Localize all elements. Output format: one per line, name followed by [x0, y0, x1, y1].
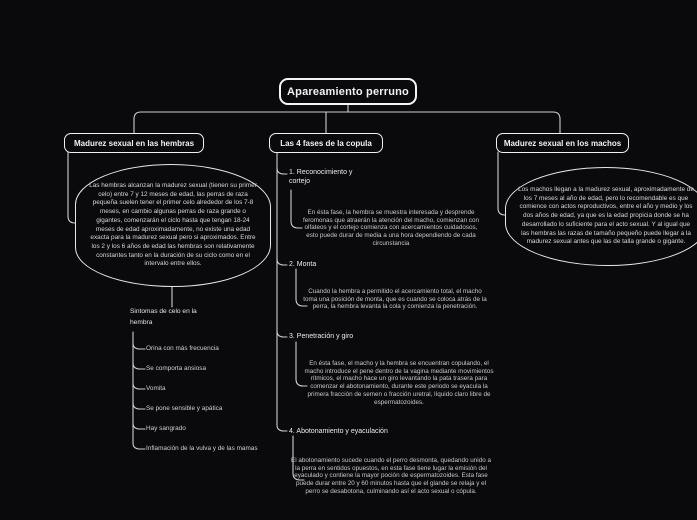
phase-1-description[interactable]	[299, 209, 483, 248]
phase-title-label: 3. Penetración y giro	[289, 333, 354, 340]
symptom-item[interactable]	[146, 364, 206, 374]
phase-title-label: 1. Reconocimiento y cortejo	[289, 169, 353, 185]
symptom-item[interactable]	[146, 404, 222, 414]
phase-description-text: Cuando la hembra a permitido el acercamiento total, el macho toma una posición de monta, que es cuando se coloca atrás de la perra, la hembra levanta la cola y comienza la penetración.	[303, 288, 487, 311]
root-label: Apareamiento perruno	[287, 85, 409, 98]
symptom-item[interactable]	[146, 424, 186, 434]
symptom-item[interactable]	[146, 384, 166, 394]
symptom-item-label: Vomita	[146, 385, 166, 392]
branch-header-label: Madurez sexual en las hembras	[73, 138, 195, 148]
branch-header-label: Las 4 fases de la copula	[280, 138, 372, 148]
branch-header-madurez-machos[interactable]	[496, 133, 629, 153]
branch-header-label: Madurez sexual en los machos	[503, 138, 622, 148]
symptoms-node[interactable]	[130, 307, 214, 328]
phase-2-description[interactable]	[301, 288, 489, 311]
symptom-item-label: Se pone sensible y apática	[146, 405, 223, 412]
hembras-description-text: Las hembras alcanzan la madurez sexual (tienen su primer celo) entre 7 y 12 meses de edad, las perras de raza pequeña suelen tener el primer celo alrededor de los 7-8 meses, en cambio algunas perras de raza grande o gigantes, comenzarán el ciclo hasta que tengan 18-24 meses de edad aproximadamente, no existe una edad exacta para la madurez sexual pero si aproximados. Entre los 2 y los 6 años de edad las hembras son relativamente constantes tanto en la duración de su ciclo como en el intervalo entre ellos.	[89, 181, 257, 268]
branch-header-madurez-hembras[interactable]	[64, 133, 204, 153]
phase-description-text: El abotonamiento sucede cuando el perro desmonta, quedando unido a la perra en sentidos opuestos, en esta fase tiene lugar la emisión del eyaculado y contiene la mayor poción de espermatozoides. Esta fase puede durar entre 20 y 60 minutos hasta que el glande se relaja y el perro se desabotona, culminando así el acto sexual o cópula.	[291, 457, 491, 495]
root-node[interactable]	[279, 78, 417, 105]
phase-1-title[interactable]	[289, 168, 367, 186]
phase-description-text: En ésta fase, la hembra se muestra interesada y desprende feromonas que atraerán la atención del macho, comienzan con olfateos y el cortejo comienza con acercamientos cuidadosos, esto puede durar de media a una hora dependiendo de cada circunstancia	[302, 209, 480, 247]
hembras-description-ellipse[interactable]	[75, 164, 271, 287]
symptom-item-label: Inflamación de la vulva y de las mamas	[146, 445, 258, 452]
phase-4-title[interactable]	[289, 427, 459, 436]
branch-header-fases-copula[interactable]	[269, 133, 383, 153]
machos-description-ellipse[interactable]	[505, 167, 697, 266]
symptom-item-label: Hay sangrado	[146, 425, 186, 432]
symptoms-label: Sintomas de celo en la hembra	[130, 308, 197, 326]
phase-2-title[interactable]	[289, 260, 399, 269]
phase-3-title[interactable]	[289, 332, 419, 341]
phase-title-label: 4. Abotonamiento y eyaculación	[289, 428, 388, 435]
symptom-item-label: Orina con más frecuencia	[146, 345, 219, 352]
phase-description-text: En ésta fase, el macho y la hembra se encuentran copulando, el macho introduce el pene dentro de la vagina mediante movimientos rítmicos, el macho hace un giro levantando la pata trasera para comenzar el abotonamiento, durante este periodo se eyacula la primera fracción de semen o fracción uretral, líquido claro libre de espermatozoides.	[304, 360, 494, 406]
machos-description-text: Los machos llegan a la madurez sexual, aproximadamente de los 7 meses al año de edad, pero lo recomendable es que comience con actos reproductivos, entre el año y medio y los dos años de edad, ya que es la edad propicia donde se ha desarrollado lo suficiente para el acto sexual. Y al igual que las hembras las razas de tamaño pequeño puede llegar a la madurez sexual antes que las de talla grande o gigante.	[518, 186, 694, 246]
symptom-item-label: Se comporta ansiosa	[146, 365, 207, 372]
phase-4-description[interactable]	[291, 457, 491, 496]
symptom-item[interactable]	[146, 344, 219, 354]
symptom-item[interactable]	[146, 444, 258, 454]
phase-3-description[interactable]	[303, 360, 495, 406]
phase-title-label: 2. Monta	[289, 261, 317, 268]
